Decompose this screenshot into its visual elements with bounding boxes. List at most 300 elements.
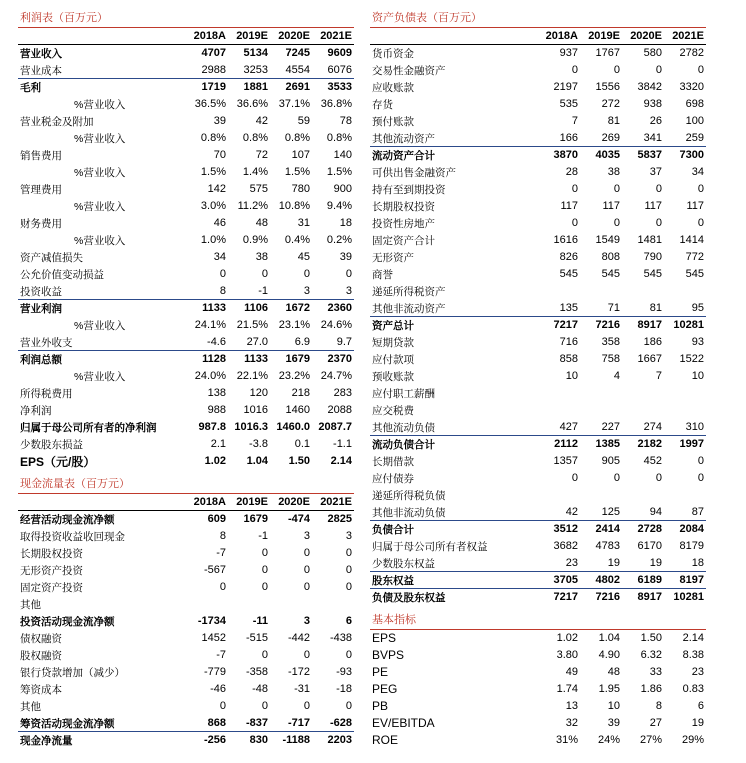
row-value: 186 (643, 336, 662, 348)
row-value: 900 (333, 183, 352, 195)
row-label: 少数股东损益 (20, 438, 83, 451)
row-value: 0 (303, 564, 310, 576)
row-value: 0 (345, 700, 352, 712)
row-value: 24.7% (320, 370, 352, 382)
row-value: -172 (287, 666, 310, 678)
cashflow-col-0: 2018A (193, 496, 226, 508)
metrics-row (370, 681, 706, 698)
balance-row (370, 79, 706, 96)
row-value: -358 (245, 666, 268, 678)
cashflow-col-1: 2019E (236, 496, 268, 508)
row-label: 应付债券 (372, 472, 414, 485)
balance-row (370, 487, 706, 504)
balance-row (370, 232, 706, 249)
row-value: 2825 (327, 513, 352, 525)
balance-row (370, 215, 706, 232)
row-value: 3 (303, 530, 310, 542)
row-value: 23.2% (278, 370, 310, 382)
row-value: 341 (643, 132, 662, 144)
row-value: 609 (207, 513, 226, 525)
row-value: -1.1 (333, 438, 352, 450)
row-label: %营业收入 (74, 98, 126, 111)
income-col-2: 2020E (278, 30, 310, 42)
row-value: 23.1% (278, 319, 310, 331)
row-value: 81 (649, 302, 662, 314)
row-value: 1460 (285, 404, 310, 416)
balance-row (370, 419, 706, 436)
row-label: 营业成本 (20, 64, 62, 77)
cashflow-col-2: 2020E (278, 496, 310, 508)
balance-row (370, 470, 706, 487)
row-value: 2.14 (330, 455, 352, 467)
row-value: 72 (255, 149, 268, 161)
row-value: 100 (685, 115, 704, 127)
balance-row (370, 96, 706, 113)
metrics-table (370, 630, 706, 749)
row-value: 0 (303, 649, 310, 661)
row-value: 8179 (679, 540, 704, 552)
row-value: 140 (333, 149, 352, 161)
row-value: 2.1 (210, 438, 226, 450)
income-row (18, 113, 354, 130)
row-value: 0 (303, 547, 310, 559)
row-value: 10 (607, 700, 620, 712)
cashflow-row (18, 698, 354, 715)
row-label: 可供出售金融资产 (372, 166, 456, 179)
row-label: %营业收入 (74, 132, 126, 145)
row-label: %营业收入 (74, 234, 126, 247)
row-value: 310 (685, 421, 704, 433)
row-value: 21.5% (236, 319, 268, 331)
row-value: 2088 (327, 404, 352, 416)
row-value: 3320 (679, 81, 704, 93)
cashflow-row (18, 630, 354, 647)
row-value: -4.6 (207, 336, 226, 348)
row-value: 0 (613, 64, 620, 76)
row-label: 利润总额 (20, 353, 62, 366)
row-value: 38 (607, 166, 620, 178)
row-value: -7 (216, 649, 226, 661)
row-value: 32 (565, 717, 578, 729)
row-label: 递延所得税资产 (372, 285, 446, 298)
income-row (18, 215, 354, 232)
row-value: 1.5% (200, 166, 226, 178)
income-row (18, 436, 354, 453)
cashflow-row (18, 562, 354, 579)
row-value: 0.8% (284, 132, 310, 144)
row-value: 23 (691, 666, 704, 678)
row-value: 142 (207, 183, 226, 195)
row-value: 0 (303, 268, 310, 280)
income-row (18, 300, 354, 317)
row-value: 427 (559, 421, 578, 433)
balance-row (370, 589, 706, 606)
row-value: 6 (345, 615, 352, 627)
row-value: -7 (216, 547, 226, 559)
row-value: 0 (571, 217, 578, 229)
row-label: 应付职工薪酬 (372, 387, 435, 400)
income-row (18, 249, 354, 266)
row-value: 868 (207, 717, 226, 729)
row-value: 269 (601, 132, 620, 144)
row-value: 7216 (595, 319, 620, 331)
row-value: 70 (213, 149, 226, 161)
row-value: 7217 (553, 319, 578, 331)
row-label: %营业收入 (74, 319, 126, 332)
row-value: -31 (294, 683, 310, 695)
row-value: 0.4% (284, 234, 310, 246)
balance-sheet-title: 资产负债表（百万元） (370, 10, 706, 28)
row-value: 9609 (327, 47, 352, 59)
row-value: 27 (649, 717, 662, 729)
balance-row (370, 436, 706, 453)
income-col-1: 2019E (236, 30, 268, 42)
balance-col-1: 2019E (588, 30, 620, 42)
row-value: 905 (601, 455, 620, 467)
row-value: 0 (219, 700, 226, 712)
row-value: 0 (571, 64, 578, 76)
row-label: 长期借款 (372, 455, 414, 468)
row-label: 销售费用 (20, 149, 62, 162)
income-row (18, 147, 354, 164)
row-value: 48 (607, 666, 620, 678)
row-value: 1.02 (204, 455, 226, 467)
row-value: 28 (565, 166, 578, 178)
row-value: 166 (559, 132, 578, 144)
row-value: 2112 (554, 438, 578, 450)
row-value: 3512 (553, 523, 578, 535)
row-value: 0 (571, 472, 578, 484)
balance-row (370, 249, 706, 266)
row-value: 698 (685, 98, 704, 110)
row-value: 0 (655, 472, 662, 484)
income-row (18, 334, 354, 351)
row-value: 8917 (637, 319, 662, 331)
cashflow-row (18, 613, 354, 630)
row-value: 0 (697, 183, 704, 195)
row-value: -628 (329, 717, 352, 729)
row-value: 37.1% (278, 98, 310, 110)
row-value: 0.8% (200, 132, 226, 144)
row-value: 1.50 (288, 455, 310, 467)
row-label: 毛利 (20, 81, 41, 94)
row-value: -1 (258, 530, 268, 542)
row-value: 0 (655, 64, 662, 76)
row-label: 其他非流动资产 (372, 302, 446, 315)
cashflow-row (18, 681, 354, 698)
row-value: -717 (287, 717, 310, 729)
row-value: -48 (252, 683, 268, 695)
row-value: 5134 (243, 47, 268, 59)
row-value: 1679 (285, 353, 310, 365)
balance-row (370, 164, 706, 181)
row-value: 1616 (553, 234, 578, 246)
balance-row (370, 62, 706, 79)
row-value: 7 (571, 115, 578, 127)
row-label: 预收账款 (372, 370, 414, 383)
balance-row (370, 572, 706, 589)
income-row (18, 419, 354, 436)
row-label: 应交税费 (372, 404, 414, 417)
row-value: 2087.7 (318, 421, 352, 433)
row-value: 24.0% (194, 370, 226, 382)
balance-row (370, 368, 706, 385)
income-col-3: 2021E (320, 30, 352, 42)
row-label: 其他流动负债 (372, 421, 435, 434)
row-label: 其他 (20, 700, 41, 713)
row-label: 管理费用 (20, 183, 62, 196)
income-statement-title: 利润表（百万元） (18, 10, 354, 28)
balance-row (370, 317, 706, 334)
row-value: 826 (559, 251, 578, 263)
row-value: 27.0 (246, 336, 268, 348)
row-value: 0 (261, 581, 268, 593)
row-value: 1.86 (640, 683, 662, 695)
row-value: 120 (249, 387, 268, 399)
cashflow-row (18, 545, 354, 562)
row-value: 39 (213, 115, 226, 127)
row-value: 5837 (637, 149, 662, 161)
row-label: 流动资产合计 (372, 149, 435, 162)
row-value: 7 (655, 370, 662, 382)
row-value: 2197 (553, 81, 578, 93)
cashflow-row (18, 579, 354, 596)
row-value: 37 (649, 166, 662, 178)
row-value: 227 (601, 421, 620, 433)
balance-table (370, 45, 706, 606)
row-value: 42 (565, 506, 578, 518)
row-value: 358 (601, 336, 620, 348)
row-value: 272 (601, 98, 620, 110)
metrics-row (370, 732, 706, 749)
balance-row (370, 334, 706, 351)
row-value: 8 (219, 530, 226, 542)
row-value: 0.83 (682, 683, 704, 695)
row-value: 19 (649, 557, 662, 569)
row-label: 应付款项 (372, 353, 414, 366)
metrics-title: 基本指标 (370, 612, 706, 630)
row-value: 1679 (243, 513, 268, 525)
row-value: 7300 (679, 149, 704, 161)
row-label: 归属于母公司所有者的净利润 (20, 421, 157, 434)
row-value: 36.5% (194, 98, 226, 110)
row-value: 716 (559, 336, 578, 348)
row-value: 1.95 (598, 683, 620, 695)
balance-row (370, 351, 706, 368)
metrics-row (370, 698, 706, 715)
row-value: 1128 (202, 353, 226, 365)
income-row (18, 283, 354, 300)
row-value: 0 (219, 268, 226, 280)
row-value: 6076 (327, 64, 352, 76)
row-value: 0 (261, 547, 268, 559)
row-value: 95 (691, 302, 704, 314)
row-value: 10 (691, 370, 704, 382)
row-label: PB (372, 699, 389, 713)
row-value: 545 (559, 268, 578, 280)
row-value: 34 (213, 251, 226, 263)
row-value: 49 (565, 666, 578, 678)
row-value: 0 (613, 183, 620, 195)
row-label: 筹资成本 (20, 683, 62, 696)
income-table (18, 45, 354, 470)
row-label: 短期贷款 (372, 336, 414, 349)
row-value: 808 (601, 251, 620, 263)
row-value: 1672 (285, 302, 310, 314)
row-value: 31 (297, 217, 310, 229)
row-value: 59 (297, 115, 310, 127)
row-value: -256 (203, 734, 226, 746)
row-value: 0 (655, 183, 662, 195)
row-value: 2182 (637, 438, 662, 450)
row-value: 2084 (679, 523, 704, 535)
row-value: 2988 (201, 64, 226, 76)
row-value: 39 (339, 251, 352, 263)
left-panel (18, 0, 354, 749)
row-value: 10281 (673, 319, 704, 331)
row-value: 6.32 (640, 649, 662, 661)
row-value: 117 (686, 200, 704, 212)
row-value: 0 (345, 547, 352, 559)
row-value: 1.04 (246, 455, 268, 467)
balance-col-0: 2018A (545, 30, 578, 42)
row-value: 4.90 (598, 649, 620, 661)
cashflow-title: 现金流量表（百万元） (18, 476, 354, 494)
row-label: 长期股权投资 (372, 200, 435, 213)
row-label: 营业外收支 (20, 336, 73, 349)
row-value: 0 (697, 217, 704, 229)
row-value: 0 (261, 564, 268, 576)
row-value: -515 (245, 632, 268, 644)
income-row (18, 351, 354, 368)
row-label: BVPS (372, 648, 405, 662)
row-value: 535 (559, 98, 578, 110)
row-value: 46 (213, 217, 226, 229)
row-value: 8917 (637, 591, 662, 603)
balance-row (370, 385, 706, 402)
row-value: 39 (607, 717, 620, 729)
row-value: -3.8 (249, 438, 268, 450)
row-label: 货币资金 (372, 47, 414, 60)
row-value: 117 (602, 200, 620, 212)
row-value: 580 (643, 47, 662, 59)
row-label: 负债及股东权益 (372, 591, 446, 604)
row-value: 3682 (553, 540, 578, 552)
row-value: 0 (303, 581, 310, 593)
row-value: 31% (555, 734, 578, 746)
income-row (18, 96, 354, 113)
row-label: 公允价值变动损益 (20, 268, 104, 281)
income-row (18, 232, 354, 249)
row-value: -1 (258, 285, 268, 297)
row-value: 93 (691, 336, 704, 348)
balance-row (370, 402, 706, 419)
cashflow-row (18, 664, 354, 681)
row-value: 9.7 (336, 336, 352, 348)
row-value: 7217 (553, 591, 578, 603)
row-label: 递延所得税负债 (372, 489, 446, 502)
row-value: 545 (601, 268, 620, 280)
cashflow-col-3: 2021E (320, 496, 352, 508)
row-value: 0 (613, 217, 620, 229)
row-label: 持有至到期投资 (372, 183, 446, 196)
row-value: 3 (303, 285, 310, 297)
row-value: 29% (681, 734, 704, 746)
row-value: 6170 (637, 540, 662, 552)
metrics-row (370, 664, 706, 681)
row-value: 3253 (243, 64, 268, 76)
row-value: 2728 (637, 523, 662, 535)
row-value: 780 (291, 183, 310, 195)
balance-header-row (370, 28, 706, 45)
row-value: 1016.3 (234, 421, 268, 433)
balance-row (370, 45, 706, 62)
income-row (18, 164, 354, 181)
metrics-row (370, 715, 706, 732)
row-value: 1767 (595, 47, 620, 59)
balance-row (370, 266, 706, 283)
row-value: 4707 (201, 47, 226, 59)
row-value: 0.8% (326, 132, 352, 144)
row-value: 18 (339, 217, 352, 229)
balance-row (370, 113, 706, 130)
income-row (18, 62, 354, 79)
balance-row (370, 521, 706, 538)
row-value: 3.80 (556, 649, 578, 661)
row-value: 452 (643, 455, 662, 467)
row-value: 87 (691, 506, 704, 518)
row-value: 274 (643, 421, 662, 433)
row-value: 8 (655, 700, 662, 712)
row-label: 其他非流动负债 (372, 506, 446, 519)
row-value: 1452 (201, 632, 226, 644)
row-value: -438 (329, 632, 352, 644)
row-value: -1188 (282, 734, 310, 746)
row-value: 34 (691, 166, 704, 178)
row-value: 3 (345, 285, 352, 297)
row-value: 107 (291, 149, 310, 161)
row-value: 6.9 (294, 336, 310, 348)
balance-row (370, 504, 706, 521)
row-value: 10281 (673, 591, 704, 603)
row-value: 1.02 (556, 632, 578, 644)
row-value: 1133 (202, 302, 226, 314)
cashflow-row (18, 596, 354, 613)
income-row (18, 45, 354, 62)
row-value: 94 (649, 506, 662, 518)
row-value: 218 (291, 387, 310, 399)
row-value: 0 (219, 581, 226, 593)
row-value: 0 (345, 581, 352, 593)
row-value: 6189 (637, 574, 662, 586)
row-value: 0 (345, 564, 352, 576)
row-value: 24.6% (320, 319, 352, 331)
row-value: 19 (691, 717, 704, 729)
cashflow-header-row (18, 494, 354, 511)
row-value: 1.5% (326, 166, 352, 178)
row-value: -779 (203, 666, 226, 678)
row-value: 0 (613, 472, 620, 484)
row-label: EPS（元/股） (20, 454, 96, 469)
income-row (18, 79, 354, 96)
row-value: 1.04 (598, 632, 620, 644)
balance-row (370, 453, 706, 470)
row-value: 3533 (327, 81, 352, 93)
balance-row (370, 283, 706, 300)
row-label: 投资活动现金流净额 (20, 615, 115, 628)
row-value: -567 (203, 564, 226, 576)
row-value: 117 (560, 200, 578, 212)
